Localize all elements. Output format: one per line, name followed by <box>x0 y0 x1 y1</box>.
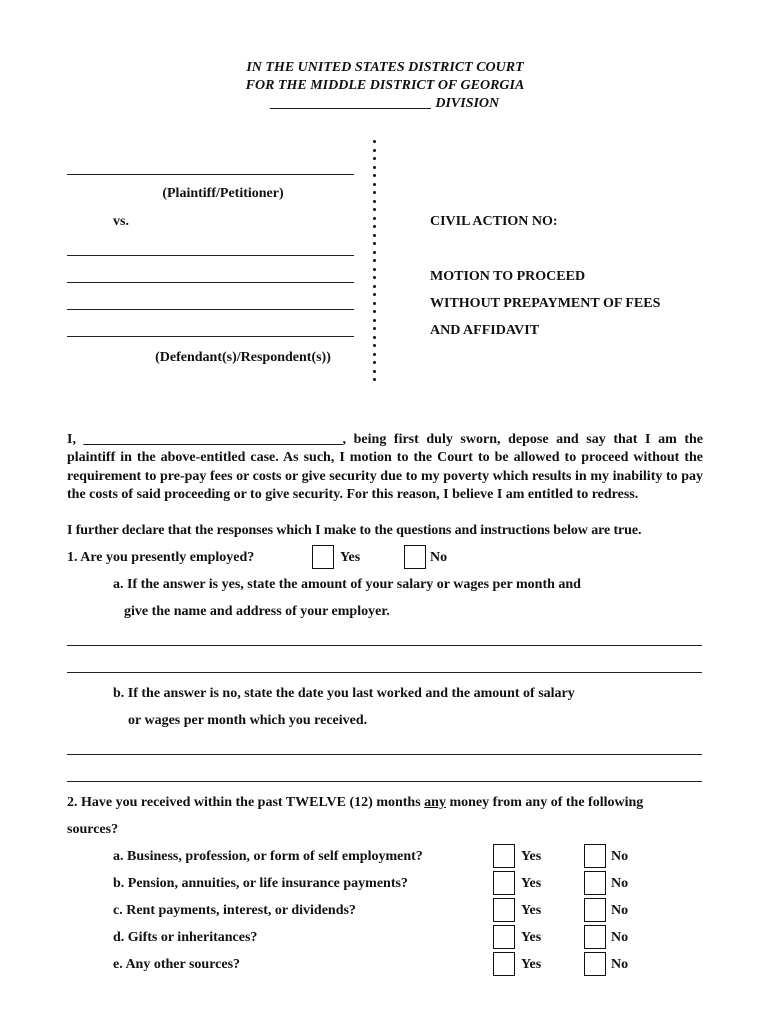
q2-item-yes-label: Yes <box>521 876 542 891</box>
q1b-answer-line-2[interactable] <box>67 781 702 782</box>
divider-dot <box>373 234 376 237</box>
versus-label: vs. <box>113 214 129 229</box>
q2-item-no-label: No <box>611 903 629 918</box>
declaration-statement: I further declare that the responses which I make to the questions and instructions below are true. <box>67 523 642 538</box>
q1a-line2: give the name and address of your employer. <box>124 604 390 619</box>
q2-item-no-label: No <box>611 849 629 864</box>
plaintiff-label: (Plaintiff/Petitioner) <box>162 186 284 201</box>
q2-item-yes-checkbox[interactable] <box>493 925 515 949</box>
q1-no-checkbox[interactable] <box>404 545 426 569</box>
divider-dot <box>373 200 376 203</box>
q2-item-yes-label: Yes <box>521 957 542 972</box>
division-line: _______________________ DIVISION <box>270 96 500 111</box>
q2-item-no-checkbox[interactable] <box>584 844 606 868</box>
divider-dot <box>373 251 376 254</box>
q2-item-yes-checkbox[interactable] <box>493 844 515 868</box>
civil-action-label: CIVIL ACTION NO: <box>430 214 558 229</box>
divider-dot <box>373 259 376 262</box>
document-title-line2: WITHOUT PREPAYMENT OF FEES <box>430 296 661 311</box>
q2-item-no-label: No <box>611 930 629 945</box>
q2-item-label: c. Rent payments, interest, or dividends? <box>113 903 356 918</box>
divider-dot <box>373 140 376 143</box>
q1b-answer-line-1[interactable] <box>67 754 702 755</box>
divider-dot <box>373 149 376 152</box>
defendant-name-line-3[interactable] <box>67 309 354 310</box>
q2-item-no-checkbox[interactable] <box>584 871 606 895</box>
court-name-line2: FOR THE MIDDLE DISTRICT OF GEORGIA <box>245 78 525 93</box>
q2-item-yes-checkbox[interactable] <box>493 952 515 976</box>
divider-dot <box>373 310 376 313</box>
caption-divider <box>372 140 378 387</box>
q2-item-label: d. Gifts or inheritances? <box>113 930 258 945</box>
divider-dot <box>373 370 376 373</box>
court-name-line1: IN THE UNITED STATES DISTRICT COURT <box>246 60 524 75</box>
q1b-line1: b. If the answer is no, state the date you last worked and the amount of salary <box>113 686 575 701</box>
divider-dot <box>373 217 376 220</box>
question-1-label: 1. Are you presently employed? <box>67 550 255 565</box>
defendant-name-line-4[interactable] <box>67 336 354 337</box>
q2-item-no-label: No <box>611 876 629 891</box>
divider-dot <box>373 344 376 347</box>
q2-item-no-checkbox[interactable] <box>584 952 606 976</box>
q1-no-label: No <box>430 550 448 565</box>
document-title-line1: MOTION TO PROCEED <box>430 269 586 284</box>
divider-dot <box>373 327 376 330</box>
defendant-label: (Defendant(s)/Respondent(s)) <box>155 350 331 365</box>
q2-item-yes-label: Yes <box>521 903 542 918</box>
q1a-answer-line-1[interactable] <box>67 645 702 646</box>
divider-dot <box>373 268 376 271</box>
divider-dot <box>373 378 376 381</box>
q2-item-yes-checkbox[interactable] <box>493 898 515 922</box>
divider-dot <box>373 285 376 288</box>
q1-yes-checkbox[interactable] <box>312 545 334 569</box>
q2-item-yes-label: Yes <box>521 930 542 945</box>
defendant-name-line-2[interactable] <box>67 282 354 283</box>
divider-dot <box>373 208 376 211</box>
affidavit-intro-paragraph: I, _____________________________________, being first duly sworn, depose and say that I am the plaintiff in the above-entitled case. As such, I motion to the Court to be allowed to proceed without the requirement to pre-pay fees or costs or give security due to my poverty which results in my inability to pay the costs of said proceeding or to give security. For this reason, I believe I am entitled to redress. <box>67 432 703 502</box>
divider-dot <box>373 336 376 339</box>
q2-item-no-label: No <box>611 957 629 972</box>
divider-dot <box>373 242 376 245</box>
divider-dot <box>373 157 376 160</box>
q2-item-yes-label: Yes <box>521 849 542 864</box>
divider-dot <box>373 302 376 305</box>
divider-dot <box>373 166 376 169</box>
divider-dot <box>373 319 376 322</box>
document-title-line3: AND AFFIDAVIT <box>430 323 540 338</box>
q2-item-no-checkbox[interactable] <box>584 925 606 949</box>
divider-dot <box>373 225 376 228</box>
question-2-label: 2. Have you received within the past TWELVE (12) months any money from any of the following <box>67 795 644 810</box>
divider-dot <box>373 353 376 356</box>
plaintiff-name-line[interactable] <box>67 174 354 175</box>
q1a-line1: a. If the answer is yes, state the amount of your salary or wages per month and <box>113 577 581 592</box>
question-2-label-line2: sources? <box>67 822 119 837</box>
divider-dot <box>373 361 376 364</box>
q1-yes-label: Yes <box>340 550 361 565</box>
divider-dot <box>373 174 376 177</box>
defendant-name-line-1[interactable] <box>67 255 354 256</box>
q1b-line2: or wages per month which you received. <box>128 713 368 728</box>
affiant-name-blank[interactable]: _____________________________________ <box>83 432 343 447</box>
q2-item-yes-checkbox[interactable] <box>493 871 515 895</box>
q2-item-label: b. Pension, annuities, or life insurance payments? <box>113 876 408 891</box>
q2-item-label: a. Business, profession, or form of self employment? <box>113 849 423 864</box>
q1a-answer-line-2[interactable] <box>67 672 702 673</box>
divider-dot <box>373 276 376 279</box>
divider-dot <box>373 293 376 296</box>
divider-dot <box>373 191 376 194</box>
divider-dot <box>373 183 376 186</box>
q2-item-label: e. Any other sources? <box>113 957 241 972</box>
q2-item-no-checkbox[interactable] <box>584 898 606 922</box>
